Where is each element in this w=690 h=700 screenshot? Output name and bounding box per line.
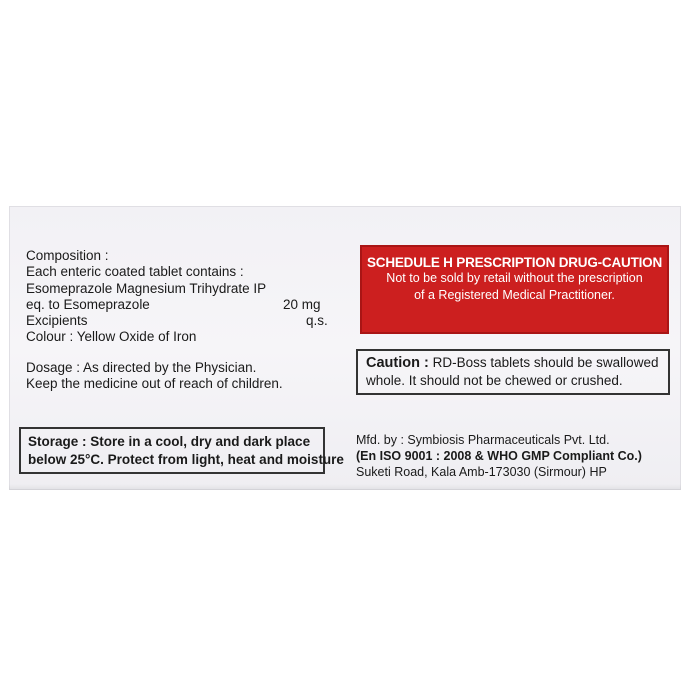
composition-heading: Composition :: [26, 248, 109, 263]
colour-line: Colour : Yellow Oxide of Iron: [26, 329, 197, 344]
storage-box: [19, 427, 344, 474]
composition-intro: Each enteric coated tablet contains :: [26, 264, 244, 279]
schedule-h-line-2: of a Registered Medical Practitioner.: [414, 288, 615, 302]
schedule-h-title: SCHEDULE H PRESCRIPTION DRUG-CAUTION: [366, 255, 663, 270]
caution-line-1: RD-Boss tablets should be swallowed: [432, 355, 659, 370]
ingredient-esomeprazole-amount: 20 mg: [283, 297, 321, 312]
caution-box: [356, 349, 670, 395]
keep-out-of-reach-line: Keep the medicine out of reach of children.: [26, 376, 283, 391]
caution-label: Caution :: [366, 355, 429, 371]
manufacturer-name: Mfd. by : Symbiosis Pharmaceuticals Pvt. Ltd.: [356, 433, 610, 447]
manufacturer-address: Suketi Road, Kala Amb-173030 (Sirmour) HP: [356, 465, 607, 479]
ingredient-excipients: Excipients: [26, 313, 88, 328]
ingredient-excipients-amount: q.s.: [306, 313, 328, 328]
manufacturer-certification: (En ISO 9001 : 2008 & WHO GMP Compliant Co.): [356, 449, 642, 463]
ingredient-esomeprazole: Esomeprazole Magnesium Trihydrate IP: [26, 281, 267, 296]
caution-line-2: whole. It should not be chewed or crushed.: [366, 373, 623, 388]
schedule-h-warning-box: [360, 245, 669, 334]
storage-line-2: below 25°C. Protect from light, heat and moisture: [28, 452, 344, 467]
ingredient-esomeprazole-eq: eq. to Esomeprazole: [26, 297, 150, 312]
schedule-h-line-1: Not to be sold by retail without the prescription: [386, 271, 643, 285]
dosage-line: Dosage : As directed by the Physician.: [26, 360, 257, 375]
storage-line-1: Storage : Store in a cool, dry and dark place: [28, 434, 311, 449]
